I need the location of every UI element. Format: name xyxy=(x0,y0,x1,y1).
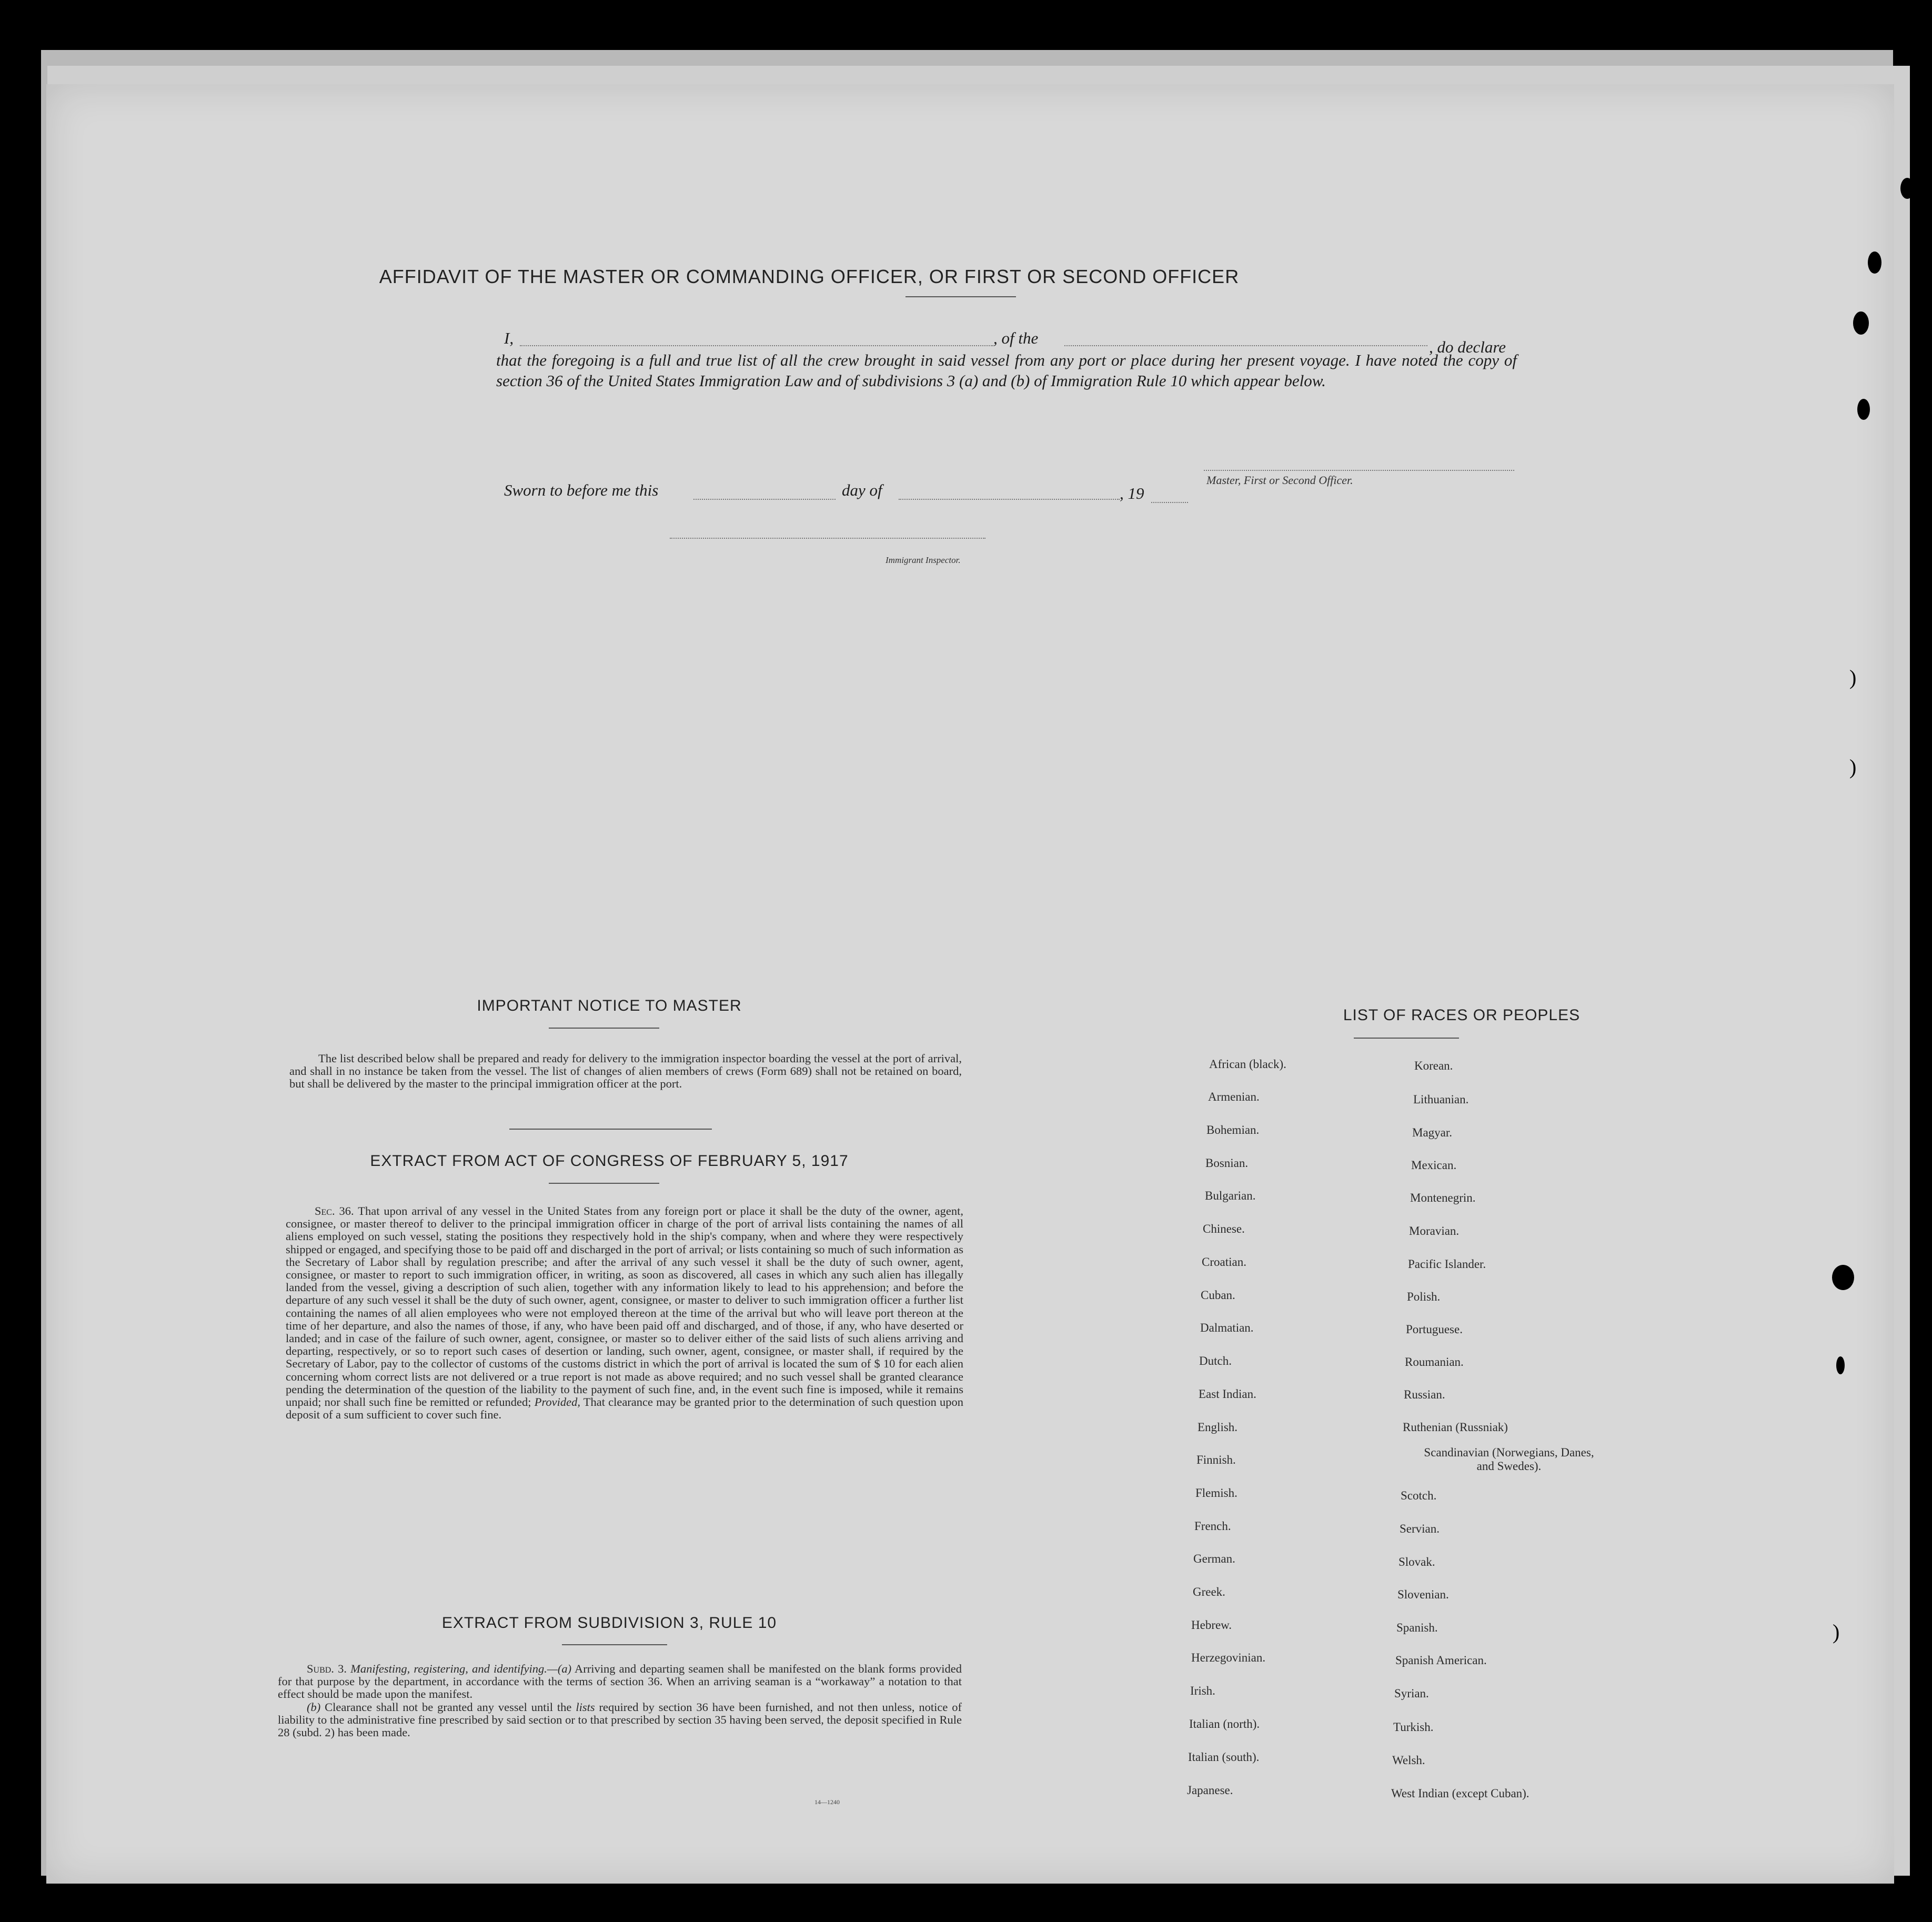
affidavit-title: AFFIDAVIT OF THE MASTER OR COMMANDING OFFICER, OR FIRST OR SECOND OFFICER xyxy=(379,266,1240,287)
race-item: Bohemian. xyxy=(1206,1123,1260,1136)
sworn-year: , 19 xyxy=(1120,484,1144,502)
provided-text: That clearance may be granted prior to the determination of such question upon deposit of a sum sufficient to cover such fine. xyxy=(286,1395,963,1422)
race-item: Syrian. xyxy=(1394,1687,1429,1700)
race-item: Japanese. xyxy=(1187,1784,1233,1797)
extract-act-divider xyxy=(549,1183,659,1184)
sworn-day-label: day of xyxy=(842,481,882,499)
race-item: Bulgarian. xyxy=(1205,1189,1256,1202)
affidavit-line1-prefix: I, xyxy=(504,329,514,347)
race-item: Italian (south). xyxy=(1188,1750,1260,1764)
race-item: Italian (north). xyxy=(1189,1717,1260,1730)
extract-act-text xyxy=(286,1205,963,1421)
notice-text xyxy=(289,1052,962,1091)
b-lists: lists xyxy=(576,1700,595,1714)
name-blank[interactable] xyxy=(520,345,993,346)
race-item: Bosnian. xyxy=(1205,1156,1249,1170)
race-item: Spanish. xyxy=(1396,1621,1438,1634)
sec-36-text: That upon arrival of any vessel in the United States from any foreign port or place it shall be the duty of the owner, agent, consignee, or master thereof to deliver to the principal immigration officer in charge of the port of arrival lists containing the names of all aliens employed on such vessel, stating the positions they respectively hold in the ship's company, when and where they were respectively shipped or engaged, and specifying those to be paid off and discharged in the port of arrival; or lists containing so much of such information as the Secretary of Labor shall by regulation prescribe; and after the arrival of any such vessel it shall be the duty of such owner, agent, consignee, or master to report to such immigration officer, in writing, as soon as discovered, all cases in which any such alien has illegally landed from the vessel, giving a description of such alien, together with any information likely to lead to his apprehension; and before the departure of any such vessel it shall be the duty of such owner, agent, consignee, or master to deliver to such immigration officer a further list containing the names of all alien employees who were not employed thereon at the time of the arrival but who will leave port thereon at the time of her departure, and also the names of those, if any, who have been paid off and discharged, and of those, if any, who have deserted or landed; and in case of the failure of such owner, agent, consignee, or master so to deliver either of the said lists of such aliens arriving and departing, respectively, or so to report such cases of desertion or landing, such owner, agent, consignee, or master shall, if required by the Secretary of Labor, pay to the collector of customs of the customs district in which the port of arrival is located the sum of $ 10 for each alien concerning whom correct lists are not delivered or a true report is not made as above required; and no such vessel shall be granted clearance pending the determination of the question of the liability to the payment of such fine, and, in the event such fine is imposed, while it remains unpaid; nor shall such fine be remitted or refunded; xyxy=(286,1204,964,1409)
sworn-day-blank[interactable] xyxy=(693,499,836,500)
binder-hole xyxy=(1836,1356,1845,1374)
notice-end-divider xyxy=(509,1129,712,1130)
sworn-month-blank[interactable] xyxy=(899,499,1120,500)
race-item: Slovak. xyxy=(1398,1555,1435,1568)
race-item: African (black). xyxy=(1209,1058,1286,1071)
subd-label: Subd. 3. xyxy=(307,1662,347,1675)
race-item: Welsh. xyxy=(1392,1754,1425,1767)
master-signature-line[interactable] xyxy=(1204,470,1514,471)
race-item: Spanish American. xyxy=(1395,1654,1487,1667)
race-item: East Indian. xyxy=(1199,1387,1256,1401)
race-item: Turkish. xyxy=(1393,1720,1434,1734)
form-number: 14—1240 xyxy=(814,1798,840,1806)
binder-hole xyxy=(1857,399,1870,420)
race-item: Dalmatian. xyxy=(1200,1321,1254,1334)
sworn-prefix: Sworn to before me this xyxy=(504,481,659,499)
extract-rule-text xyxy=(278,1663,962,1739)
race-item: Irish. xyxy=(1190,1684,1215,1697)
race-item: English. xyxy=(1198,1421,1238,1434)
race-item: Russian. xyxy=(1404,1388,1445,1401)
notice-paragraph: The list described below shall be prepared and ready for delivery to the immigration inspector boarding the vessel at the port of arrival, and shall in no instance be taken from the vessel. The list of changes of alien members of crews (Form 689) shall not be retained on board, but shall be delivered by the master to the principal immigration officer at the port. xyxy=(289,1052,962,1091)
affidavit-body: that the foregoing is a full and true list of all the crew brought in said vessel from any port or place during her present voyage. I have noted the copy of section 36 of the United States Immigration Law and of subdivisions 3 (a) and (b) of Immigration Rule 10 which appear below. xyxy=(496,351,1517,390)
race-item: West Indian (except Cuban). xyxy=(1391,1787,1530,1800)
title-divider xyxy=(905,296,1016,297)
binder-hole xyxy=(1868,251,1881,274)
b-label: (b) xyxy=(307,1700,321,1714)
extract-act-title: EXTRACT FROM ACT OF CONGRESS OF FEBRUARY 5, 1917 xyxy=(370,1152,849,1170)
race-item: Croatian. xyxy=(1202,1255,1246,1269)
affidavit-line1-suffix: , do declare xyxy=(1429,338,1506,356)
b-text-1: Clearance shall not be granted any vessel until the xyxy=(325,1700,572,1714)
edge-mark: ) xyxy=(1849,755,1857,779)
race-item: Chinese. xyxy=(1203,1222,1245,1235)
race-item: Scandinavian (Norwegians, Danes, and Swedes). xyxy=(1424,1446,1594,1473)
race-item: Greek. xyxy=(1193,1585,1225,1598)
race-item: German. xyxy=(1193,1552,1235,1565)
vessel-blank[interactable] xyxy=(1064,345,1427,346)
race-item: Moravian. xyxy=(1409,1224,1460,1237)
race-item: Mexican. xyxy=(1411,1159,1457,1172)
race-item: Dutch. xyxy=(1199,1354,1232,1367)
binder-hole xyxy=(1900,178,1914,199)
binder-hole xyxy=(1832,1265,1854,1290)
race-item: Slovenian. xyxy=(1397,1588,1449,1601)
affidavit-line1-mid: , of the xyxy=(993,329,1039,347)
race-item: Hebrew. xyxy=(1191,1618,1232,1632)
b-text-2: required by section 36 have been furnished, and not then unless, notice of liability to the administrative fine prescribed by said section or to that prescribed by section 35 having been served, the deposit specified in Rule 28 (subd. 2) has been made. xyxy=(278,1700,962,1739)
edge-mark: ) xyxy=(1849,666,1857,689)
race-item: Herzegovinian. xyxy=(1191,1651,1266,1664)
race-item: Servian. xyxy=(1400,1522,1440,1535)
race-item: Portuguese. xyxy=(1406,1323,1463,1336)
race-item: Magyar. xyxy=(1412,1126,1453,1139)
subd-italic: Manifesting, registering, and identifying.—(a) xyxy=(350,1662,572,1675)
notice-title: IMPORTANT NOTICE TO MASTER xyxy=(477,997,742,1014)
race-item: Ruthenian (Russniak) xyxy=(1403,1421,1508,1434)
document-page xyxy=(46,84,1894,1884)
extract-rule-title: EXTRACT FROM SUBDIVISION 3, RULE 10 xyxy=(441,1614,777,1632)
inspector-caption: Immigrant Inspector. xyxy=(886,555,961,565)
sec-label: Sec. 36. xyxy=(315,1204,354,1217)
race-item: Armenian. xyxy=(1208,1090,1260,1103)
race-item: Roumanian. xyxy=(1405,1355,1464,1368)
race-item: Pacific Islander. xyxy=(1408,1257,1486,1271)
race-item: Korean. xyxy=(1414,1059,1453,1072)
sworn-year-blank[interactable] xyxy=(1151,502,1188,503)
edge-mark: ) xyxy=(1833,1620,1840,1644)
race-item: Cuban. xyxy=(1201,1289,1235,1302)
binder-hole xyxy=(1853,311,1869,335)
race-item: Polish. xyxy=(1407,1290,1441,1303)
races-divider xyxy=(1354,1038,1459,1039)
race-item: Flemish. xyxy=(1195,1486,1237,1500)
provided-label: Provided, xyxy=(534,1395,580,1409)
extract-rule-divider xyxy=(562,1644,667,1645)
race-item: Montenegrin. xyxy=(1410,1191,1476,1204)
races-title: LIST OF RACES OR PEOPLES xyxy=(1343,1007,1581,1024)
master-caption: Master, First or Second Officer. xyxy=(1206,474,1353,487)
race-item: Finnish. xyxy=(1196,1453,1236,1466)
inspector-signature-line[interactable] xyxy=(670,538,985,539)
notice-divider xyxy=(549,1028,659,1029)
race-item: Scotch. xyxy=(1401,1489,1437,1502)
subd-a-text: Arriving and departing seamen shall be manifested on the blank forms provided for that purpose by the department, in accordance with the terms of section 36. When an arriving seaman is a “workaway” a notation to that effect should be made upon the manifest. xyxy=(278,1662,962,1701)
race-item: Lithuanian. xyxy=(1413,1093,1469,1106)
race-item: French. xyxy=(1194,1520,1231,1533)
